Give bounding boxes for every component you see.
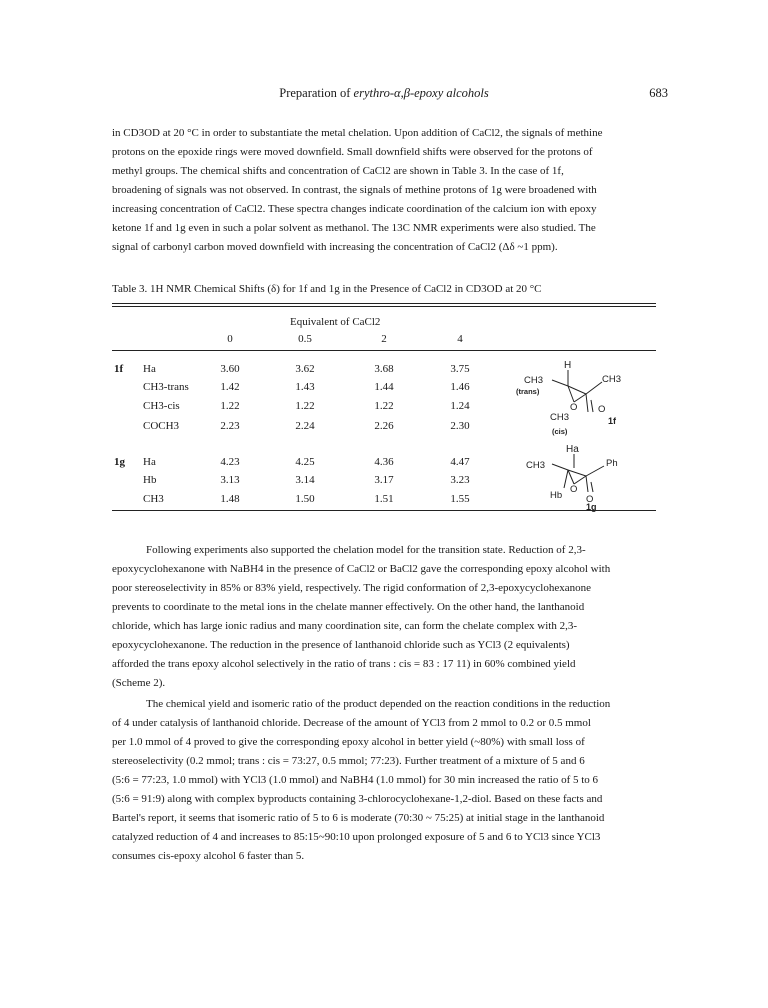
table-cell: 3.60 <box>220 363 240 375</box>
struct-1f-label: 1f <box>608 416 617 426</box>
table-cell: 3.17 <box>374 474 394 486</box>
para2-line: Following experiments also supported the chelation model for the transition state. Reduction of 2,3- <box>146 544 586 556</box>
para3-line: (5:6 = 77:23, 1.0 mmol) with YCl3 (1.0 mmol) and NaBH4 (1.0 mmol) for 30 min increased the ratio of 5 to 6 <box>112 774 599 786</box>
compound-1g-label: 1g <box>114 456 125 468</box>
para2-line: chloride, which has large ionic radius and many coordination site, can form the chelate complex with 2,3- <box>112 620 578 632</box>
struct-1g-hb: Hb <box>550 490 563 501</box>
row-label: Ha <box>143 363 156 375</box>
paragraph-2 <box>112 541 656 693</box>
table-cell: 1.42 <box>220 381 240 393</box>
para3-line: per 1.0 mmol of 4 proved to give the corresponding epoxy alcohol in better yield (~80%) with small loss of <box>112 736 585 748</box>
struct-1g-ch3: CH3 <box>526 460 546 471</box>
struct-1g-label: 1g <box>586 502 597 512</box>
table-cell: 2.24 <box>295 420 315 432</box>
para2-line: prevents to coordinate to the metal ions in the chelate manner effectively. On the other hand, the lanthanoid <box>112 601 585 613</box>
row-label: Ha <box>143 456 156 468</box>
table-cell: 1.22 <box>220 400 240 412</box>
table-cell: 2.30 <box>450 420 470 432</box>
struct-1f-cis: (cis) <box>552 427 568 436</box>
table-cell: 3.62 <box>295 363 315 375</box>
struct-1f-h: H <box>564 360 572 371</box>
table-cell: 2.23 <box>220 420 240 432</box>
para2-line: (Scheme 2). <box>112 677 166 689</box>
para1-line: ketone 1f and 1g even in such a polar solvent as methanol. The 13C NMR experiments were also studied. The <box>112 222 596 234</box>
table-cell: 1.43 <box>295 381 315 393</box>
table-cell: 3.14 <box>295 474 315 486</box>
table-caption: Table 3. 1H NMR Chemical Shifts (δ) for 1f and 1g in the Presence of CaCl2 in CD3OD at 20 °C <box>112 283 542 295</box>
table-cell: 4.47 <box>450 456 470 468</box>
table-cell: 4.23 <box>220 456 240 468</box>
table-cell: 1.22 <box>374 400 394 412</box>
para1-line: methyl groups. The chemical shifts and concentration of CaCl2 are shown in Table 3. In the case of 1f, <box>112 165 564 177</box>
structure-1f <box>512 352 642 448</box>
struct-1f-ch3-left: CH3 <box>524 375 544 386</box>
para3-line: catalyzed reduction of 4 and increases to 85:15~90:10 upon prolonged exposure of 5 and 6 to YCl3 since YCl3 <box>112 831 601 843</box>
table-top-rule <box>112 303 656 304</box>
paragraph-1 <box>112 124 656 257</box>
col-header: 0.5 <box>298 333 312 345</box>
struct-1f-ch3-bottom: CH3 <box>550 412 570 423</box>
struct-1f-ch3-right: CH3 <box>602 374 622 385</box>
struct-1g-o-ring: O <box>570 484 578 495</box>
table-cell: 1.55 <box>450 493 470 505</box>
paragraph-3 <box>112 695 656 866</box>
para3-line: Bartel's report, it seems that isomeric ratio of 5 to 6 is moderate (70:30 ~ 75:25) at initial stage in the lanthanoid <box>112 812 605 824</box>
table-cell: 1.50 <box>295 493 315 505</box>
para2-line: epoxycyclohexanone. The reduction in the presence of lanthanoid chloride such as YCl3 (2 equivalents) <box>112 639 570 651</box>
para3-line: stereoselectivity (0.2 mmol; trans : cis = 73:27, 0.5 mmol; 77:23). Further treatment of a mixture of 5 and 6 <box>112 755 585 767</box>
table-cell: 1.51 <box>374 493 394 505</box>
para2-line: afforded the trans epoxy alcohol selectively in the ratio of trans : cis = 83 : 17 11) in 60% combined yield <box>112 658 576 670</box>
row-label: COCH3 <box>143 420 180 432</box>
group-header: Equivalent of CaCl2 <box>290 316 381 328</box>
para3-line: (5:6 = 91:9) along with complex byproducts containing 3-chlorocyclohexane-1,2-diol. Based on these facts and <box>112 793 603 805</box>
table-cell: 1.48 <box>220 493 240 505</box>
row-label: CH3 <box>143 493 164 505</box>
struct-1f-o-keto: O <box>598 404 606 415</box>
table-cell: 1.22 <box>295 400 315 412</box>
para1-line: increasing concentration of CaCl2. These spectra changes indicate coordination of the calcium ion with epoxy <box>112 203 597 215</box>
table-cell: 1.46 <box>450 381 470 393</box>
running-title-italic: erythro-α,β-epoxy alcohols <box>353 86 489 100</box>
page-number: 683 <box>649 86 668 100</box>
para1-line: broadening of signals was not observed. In contrast, the signals of methine protons of 1g were broadened with <box>112 184 597 196</box>
table-cell: 2.26 <box>374 420 394 432</box>
col-header: 0 <box>227 333 233 345</box>
struct-1g-ha: Ha <box>566 444 579 455</box>
table-header-rule <box>112 350 656 351</box>
para1-line: in CD3OD at 20 °C in order to substantiate the metal chelation. Upon addition of CaCl2, the signals of methine <box>112 127 603 139</box>
para2-line: epoxycyclohexanone with NaBH4 in the presence of CaCl2 or BaCl2 gave the corresponding epoxy alcohol with <box>112 563 611 575</box>
col-header: 4 <box>457 333 463 345</box>
para2-line: poor stereoselectivity in 85% or 83% yield, respectively. The rigid conformation of 2,3-epoxycyclohexanone <box>112 582 591 594</box>
para3-line: consumes cis-epoxy alcohol 6 faster than 5. <box>112 850 305 862</box>
col-header: 2 <box>381 333 387 345</box>
table-cell: 1.24 <box>450 400 470 412</box>
table-cell: 1.44 <box>374 381 394 393</box>
table-cell: 3.75 <box>450 363 470 375</box>
table-cell: 3.68 <box>374 363 394 375</box>
struct-1f-trans: (trans) <box>516 387 540 396</box>
table-top-rule-2 <box>112 306 656 307</box>
struct-1g-ph: Ph <box>606 458 618 469</box>
struct-1f-o-ring: O <box>570 402 578 413</box>
struct-1g-o-keto: O <box>586 494 594 505</box>
table-cell: 4.25 <box>295 456 315 468</box>
row-label: CH3-trans <box>143 381 189 393</box>
structure-1g <box>512 442 642 512</box>
table-cell: 3.23 <box>450 474 470 486</box>
table-cell: 3.13 <box>220 474 240 486</box>
para1-line: signal of carbonyl carbon moved downfield with increasing the concentration of CaCl2 (Δδ ~1 ppm). <box>112 241 558 253</box>
para3-line: of 4 under catalysis of lanthanoid chloride. Decrease of the amount of YCl3 from 2 mmol to 0.2 or 0.5 mmol <box>112 717 591 729</box>
para1-line: protons on the epoxide rings were moved downfield. Small downfield shifts were observed for the protons of <box>112 146 593 158</box>
table-cell: 4.36 <box>374 456 394 468</box>
compound-1f-label: 1f <box>114 363 124 375</box>
para3-line: The chemical yield and isomeric ratio of the product depended on the reaction conditions in the reduction <box>146 698 611 710</box>
row-label: Hb <box>143 474 157 486</box>
running-title: Preparation of erythro-α,β-epoxy alcohols <box>279 86 489 100</box>
row-label: CH3-cis <box>143 400 180 412</box>
